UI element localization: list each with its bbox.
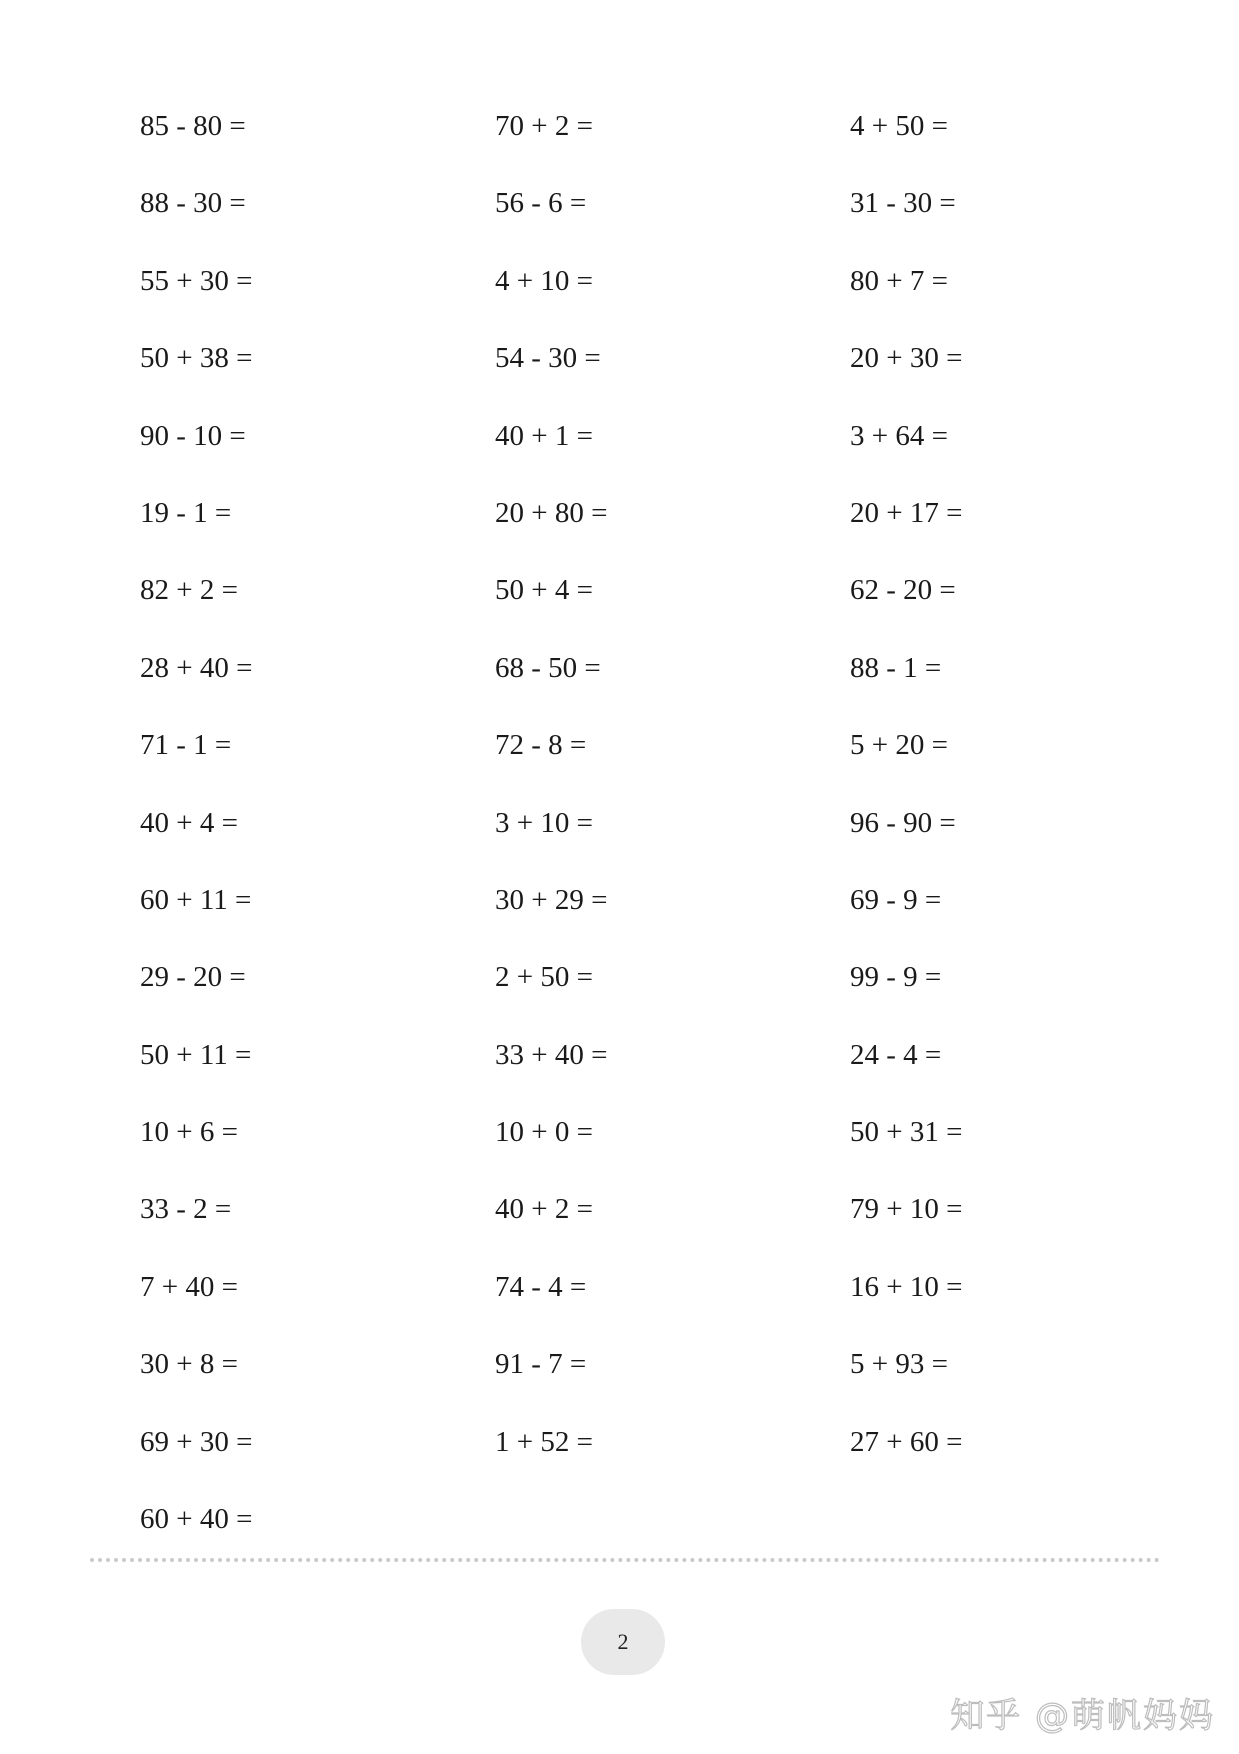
math-problem: 27 + 60 = [850,1425,963,1458]
math-problem: 88 - 1 = [850,651,942,684]
math-problem: 30 + 8 = [140,1348,238,1381]
problem-column-2 [495,100,835,1493]
math-problem: 50 + 31 = [850,1116,963,1149]
problem-column-1 [140,100,480,1570]
math-problem: 3 + 64 = [850,419,948,452]
math-problem: 33 - 2 = [140,1193,232,1226]
math-problem: 90 - 10 = [140,419,246,452]
math-problem: 4 + 50 = [850,110,948,142]
math-problem: 99 - 9 = [850,961,942,994]
math-problem: 91 - 7 = [495,1348,587,1381]
math-problem: 28 + 40 = [140,651,253,684]
math-problem: 31 - 30 = [850,187,956,220]
math-problem: 29 - 20 = [140,961,246,994]
math-problem: 4 + 10 = [495,264,593,297]
math-problem: 74 - 4 = [495,1270,587,1303]
math-problem: 2 + 50 = [495,961,593,994]
math-problem: 19 - 1 = [140,496,232,529]
math-problem: 1 + 52 = [495,1425,593,1458]
math-problem: 54 - 30 = [495,342,601,375]
math-problem: 68 - 50 = [495,651,601,684]
watermark: 知乎 @萌帆妈妈 [950,1696,1215,1736]
math-problem: 7 + 40 = [140,1270,238,1303]
math-problem: 24 - 4 = [850,1038,942,1071]
math-problem: 50 + 11 = [140,1038,252,1071]
math-problem: 62 - 20 = [850,574,956,607]
math-problem: 79 + 10 = [850,1193,963,1226]
math-problem: 20 + 30 = [850,342,963,375]
math-problem: 55 + 30 = [140,264,253,297]
math-problem: 50 + 38 = [140,342,253,375]
math-problem: 33 + 40 = [495,1038,608,1071]
math-problem: 71 - 1 = [140,729,232,762]
math-problem: 40 + 1 = [495,419,593,452]
math-problem: 80 + 7 = [850,264,948,297]
math-problem: 69 - 9 = [850,883,942,916]
math-problem: 56 - 6 = [495,187,587,220]
math-problem: 5 + 20 = [850,729,948,762]
math-problem: 85 - 80 = [140,110,246,142]
math-problem: 40 + 2 = [495,1193,593,1226]
math-problem: 40 + 4 = [140,806,238,839]
math-problem: 10 + 6 = [140,1116,238,1149]
math-problem: 82 + 2 = [140,574,238,607]
math-problem: 10 + 0 = [495,1116,593,1149]
math-problem: 69 + 30 = [140,1425,253,1458]
math-problem: 3 + 10 = [495,806,593,839]
math-problem: 96 - 90 = [850,806,956,839]
problem-column-3 [850,100,1190,1493]
math-problem: 88 - 30 = [140,187,246,220]
math-problem: 30 + 29 = [495,883,608,916]
math-problem: 70 + 2 = [495,110,593,142]
math-problem: 20 + 17 = [850,496,963,529]
math-problem: 20 + 80 = [495,496,608,529]
math-problem: 5 + 93 = [850,1348,948,1381]
math-problem: 72 - 8 = [495,729,587,762]
math-problem: 50 + 4 = [495,574,593,607]
page-number-badge: 2 [581,1609,665,1675]
math-problem: 60 + 40 = [140,1503,253,1536]
math-problem: 16 + 10 = [850,1270,963,1303]
math-problem: 60 + 11 = [140,883,252,916]
dotted-divider [90,1558,1160,1562]
